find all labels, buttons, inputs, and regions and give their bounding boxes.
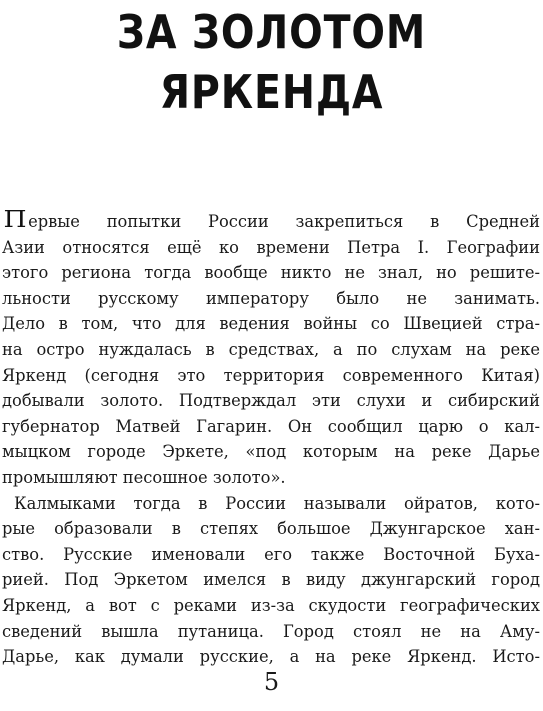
text-line: Калмыками тогда в России называли ойратов, кото-: [14, 493, 540, 513]
page-number: 5: [263, 668, 280, 696]
text-line: Яркенд, а вот с реками из-за скудости географических: [2, 595, 540, 615]
text-line: на остро нуждалась в средствах, а по слухам на реке: [2, 339, 540, 359]
text-line: губернатор Матвей Гагарин. Он сообщил царю о кал-: [2, 416, 540, 436]
text-line: рией. Под Эркетом имелся в виду джунгарский город: [2, 570, 540, 590]
text-line: рые образовали в степях большое Джунгарское хан-: [2, 519, 540, 539]
text-line: сведений вышла путаница. Город стоял не на Аму-: [2, 621, 540, 641]
chapter-title-line-1: ЗА ЗОЛОТОМ: [116, 5, 427, 59]
text-line: этого региона тогда вообще никто не знал, но решите-: [2, 263, 540, 283]
text-line: Дарье, как думали русские, а на реке Яркенд. Исто-: [2, 647, 540, 667]
text-line: Дело в том, что для ведения войны со Швецией стра-: [2, 314, 540, 334]
text-line: добывали золото. Подтверждал эти слухи и сибирский: [2, 391, 540, 411]
text-line: мыцком городе Эркете, «под которым на реке Дарье: [2, 442, 540, 462]
text-line: ство. Русские именовали его также Восточной Буха-: [2, 544, 540, 564]
text-line-content: ервые попытки России закрепиться в Средней: [28, 212, 540, 231]
text-line: Азии относятся ещё ко времени Петра I. Географии: [2, 237, 540, 257]
chapter-title-line-2: ЯРКЕНДА: [159, 65, 384, 119]
body-text: [2, 209, 540, 670]
text-line: [2, 209, 540, 235]
chapter-title: [38, 2, 505, 122]
text-line: промышляют песошное золото».: [2, 467, 286, 487]
drop-cap: П: [3, 207, 27, 233]
text-line: льности русскому императору было не занимать.: [2, 288, 540, 308]
text-line: Яркенд (сегодня это территория современного Китая): [2, 365, 540, 385]
